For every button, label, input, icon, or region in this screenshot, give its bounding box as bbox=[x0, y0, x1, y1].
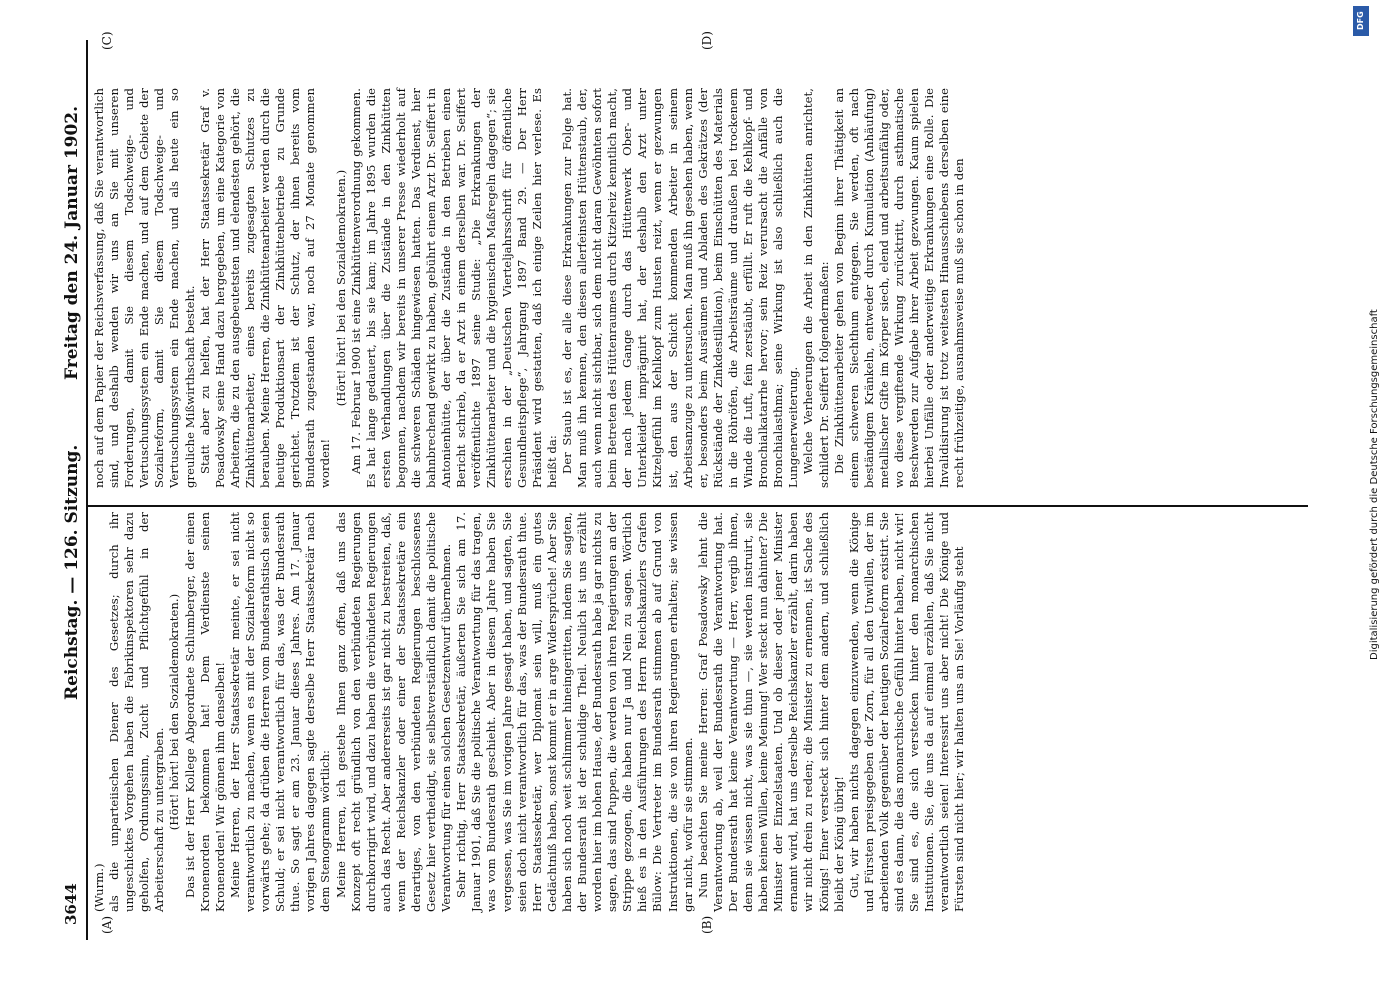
page-number: 3644 bbox=[62, 883, 80, 925]
paragraph: als die unparteiischen Diener des Gesetzes; durch ihr ungeschicktes Vorgehen haben die Fabrikinspektoren sehr dazu geholfen, Ordnungssinn, Zucht und Pflichtgefühl in der Arbeiterschaft zu untergraben. bbox=[107, 512, 167, 912]
quotation: Meine Herren, ich gestehe Ihnen ganz offen, daß uns das Konzept oft recht gründlich von den verbündeten Regierungen durchkorrigirt wird, und dazu haben die verbündeten Regierungen auch das Recht. Aber andererseits ist gar nicht zu bestreiten, daß, wenn der Reichskanzler oder einer der Staatssekretäre ein derartiges, von den verbündeten Regierungen beschlossenes Gesetz hier vertheidigt, sie selbstverständlich damit die politische Verantwortung für einen solchen Gesetzentwurf übernehmen. bbox=[333, 512, 454, 912]
speaker-label: (Wurm.) bbox=[92, 863, 106, 912]
interjection: (Hört! hört! bei den Sozialdemokraten.) bbox=[333, 169, 348, 407]
paragraph: Am 17. Februar 1900 ist eine Zinkhüttenverordnung gekommen. Es hat lange gedauert, bis sie kam; im Jahre 1895 wurden die ersten Verhandlungen über die Zustände in den Zinkhütten begonnen, nachdem wir bereits in unserer Presse wiederholt auf die schweren Schäden hingewiesen hatten. Das Verdienst, hier bahnbrechend gewirkt zu haben, gebührt einem Arzt Dr. Seiffert in Antonienhütte, der über die Zustände in den Betrieben einen Bericht schrieb, da er Arzt in einem derselben war. Dr. Seiffert veröffentlichte 1897 seine Studie: „Die Erkrankungen der Zinkhüttenarbeiter und die hygienischen Maßregeln dagegen“; sie erschien in der „Deutschen Vierteljahrsschrift für öffentliche Gesundheitspflege“, Jahrgang 1897 Band 29. — Der Herr Präsident wird gestatten, daß ich einige Zeilen hier verlese. Es heißt da: bbox=[348, 88, 559, 488]
paragraph: noch auf dem Papier der Reichsverfassung, daß Sie verantwortlich sind, und deshalb wenden wir uns an Sie mit unseren Forderungen, damit Sie diesem Todschweige- und Vertuschungssystem ein Ende machen, und auf dem Gebiete der Sozialreform, damit Sie diesem Todschweige- und Vertuschungssystem ein Ende machen, und als heute ein so greuliche Mißwirthschaft besteht. bbox=[92, 88, 197, 488]
dfg-logo: DFG bbox=[1353, 6, 1369, 36]
margin-mark-d: (D) bbox=[700, 31, 714, 50]
column-divider bbox=[88, 505, 1308, 507]
credit-text: Digitalisierung gefördert durch die Deutsche Forschungsgemeinschaft bbox=[1369, 309, 1380, 660]
paragraph: Meine Herren, der Herr Staatssekretär meinte, er sei nicht verantwortlich zu machen, wenn es mit der Sozialreform nicht so vorwärts gehe; da drüben die Herren vom Bundesrathstisch seien Schuld; er sei nicht verantwortlich für das, was der Bundesrath thue. So sagt er am 23. Januar dieses Jahres. Am 17. Januar vorigen Jahres dagegen sagte derselbe Herr Staatssekretär nach dem Stenogramm wörtlich: bbox=[227, 512, 333, 912]
running-header-right: Freitag den 24. Januar 1902. bbox=[62, 105, 82, 380]
paragraph: Sehr richtig, Herr Staatssekretär, äußerten Sie sich am 17. Januar 1901, daß Sie die politische Verantwortung für das tragen, was vom Bundesrath geschieht. Aber in diesem Jahre haben Sie vergessen, was Sie im vorigen Jahre gesagt haben, und sagten, Sie seien doch nicht verantwortlich für das, was der Bundesrath thue. Herr Staatssekretär, wer Diplomat sein will, muß ein gutes Gedächtniß haben, sonst kommt er in arge Widersprüche! Aber Sie haben sich noch weit schlimmer hineingeritten, indem Sie sagten, der Bundesrath ist der schuldige Theil. Neulich ist uns erzählt worden hier im hohen Hause, der Bundesrath habe ja gar nichts zu sagen, das sind Puppen, die werden von ihren Regierungen an der Strippe gezogen, die haben nur Ja und Nein zu sagen. Wörtlich hieß es in den Ausführungen des Herrn Reichskanzlers Grafen Bülow: Die Vertreter im Bundesrath stimmen ab auf Grund von Instruktionen, die sie von ihren Regierungen erhalten; sie wissen gar nicht, wofür sie stimmen. bbox=[454, 512, 695, 912]
margin-mark-a: (A) bbox=[100, 915, 114, 934]
paragraph: Das ist der Herr Kollege Abgeordnete Schlumberger, der einen Kronenorden bekommen hat! Dem Verdienste seinen Kronenorden! Wir gönnen ihm denselben! bbox=[182, 512, 227, 912]
paragraph: Welche Verheerungen die Arbeit in den Zinkhütten anrichtet, schildert Dr. Seiffert folgendermaßen: bbox=[801, 88, 831, 488]
quotation: Der Staub ist es, der alle diese Erkrankungen zur Folge hat. Man muß ihn kennen, den diesen allerfeinsten Hüttenstaub, der, auch wenn nicht sichtbar, sich dem nicht daran Gewöhnten sofort beim Betreten des Hüttenraumes durch Kitzelreiz kenntlich macht, der nach jedem Gange durch das Hüttenwerk Ober- und Unterkleider imprägnirt hat, der deshalb den Arzt unter Kitzelgefühl im Kehlkopf zum Husten reizt, wenn er gezwungen ist, den aus der Schicht kommenden Arbeiter in seinem Arbeitsanzuge zu untersuchen. Man muß ihn gesehen haben, wenn er, besonders beim Ausräumen und Abladen des Gekrätzes (der Rückstände der Zinkdestillation), beim Einschütten des Materials in die Röhröfen, die Arbeitsräume und draußen bei trockenem Winde die Luft, fein zerstäubt, erfüllt. Er ruft die Kehlkopf- und Bronchialkatarrhe hervor; sein Reiz verursacht die Anfälle von Bronchialasthma; seine Wirkung ist also schließlich auch die Lungenerweiterung. bbox=[559, 88, 801, 488]
left-column bbox=[92, 512, 967, 912]
interjection: (Hört! hört! bei den Sozialdemokraten.) bbox=[167, 593, 182, 831]
quotation: Die Zinkhüttenarbeiter gehen von Beginn ihrer Thätigkeit an einem schweren Siechthum entgegen. Sie werden, oft nach beständigem Kränkeln, entweder durch Kumulation (Anhäufung) metallischer Gifte im Körper siech, elend und arbeitsunfähig oder, wo diese vergiftende Wirkung zurücktritt, durch asthmatische Beschwerden zur Aufgabe ihrer Arbeit gezwungen. Kaum spielen hierbei Unfälle oder anderweitige Erkrankungen eine Rolle. Die Invalidisirung ist trotz weitesten Hinausschiebens derselben eine recht frühzeitige, ausnahmsweise muß sie schon in den bbox=[831, 88, 967, 488]
running-header-left: Reichstag. — 126. Sitzung. bbox=[62, 444, 82, 700]
header-rule bbox=[86, 40, 88, 940]
margin-mark-b: (B) bbox=[700, 915, 714, 934]
digitization-credit bbox=[1349, 0, 1380, 1000]
paragraph: Gut, wir haben nichts dagegen einzuwenden, wenn die Könige und Fürsten preisgegeben der Zorn, für all den Unwillen, der im arbeitenden Volk gegenüber der heutigen Sozialreform existirt. Sie sind es dann, die das monarchische Gefühl hinter haben, nicht wir! Sie sind es, die sich verstecken hinter den monarchischen Institutionen. Sie, die uns da auf einmal erzählen, daß Sie nicht verantwortlich seien! Interessirt uns aber nicht! Die Könige und Fürsten sind nicht hier; wir halten uns an Sie! Vorläufig steht bbox=[846, 512, 967, 912]
right-column bbox=[92, 88, 967, 488]
paragraph: Statt aber zu helfen, hat der Herr Staatssekretär Graf v. Posadowsky seine Hand dazu hergegeben, um eine Kategorie von Arbeitern, die zu den ausgebeutetsten und elendesten gehört, die Zinkhüttenarbeiter, eines bereits zugesagten Schutzes zu berauben. Meine Herren, die Zinkhüttenarbeiter werden durch die heutige Produktionsart der Zinkhüttenbetriebe zu Grunde gerichtet. Trotzdem ist der Schutz, der ihnen bereits vom Bundesrath zugestanden war, noch auf 27 Monate genommen worden! bbox=[197, 88, 333, 488]
margin-mark-c: (C) bbox=[100, 31, 114, 50]
paragraph: Nun beachten Sie meine Herren: Graf Posadowsky lehnt die Verantwortung ab, weil der Bundesrath die Verantwortung hat. Der Bundesrath hat keine Verantwortung — Herr, vergib ihnen, denn sie wissen nicht, was sie thun —, sie werden instruirt, sie haben keinen Willen, keine Meinung! Wer steckt nun dahinter? Die Minister der Einzelstaaten. Und ob dieser oder jener Minister ernannt wird, hat uns derselbe Reichskanzler erzählt, darin haben wir nicht drein zu reden; die Minister zu ernennen, ist Sache des Königs! Einer versteckt sich hinter dem andern, und schließlich bleibt der König übrig! bbox=[695, 512, 846, 912]
